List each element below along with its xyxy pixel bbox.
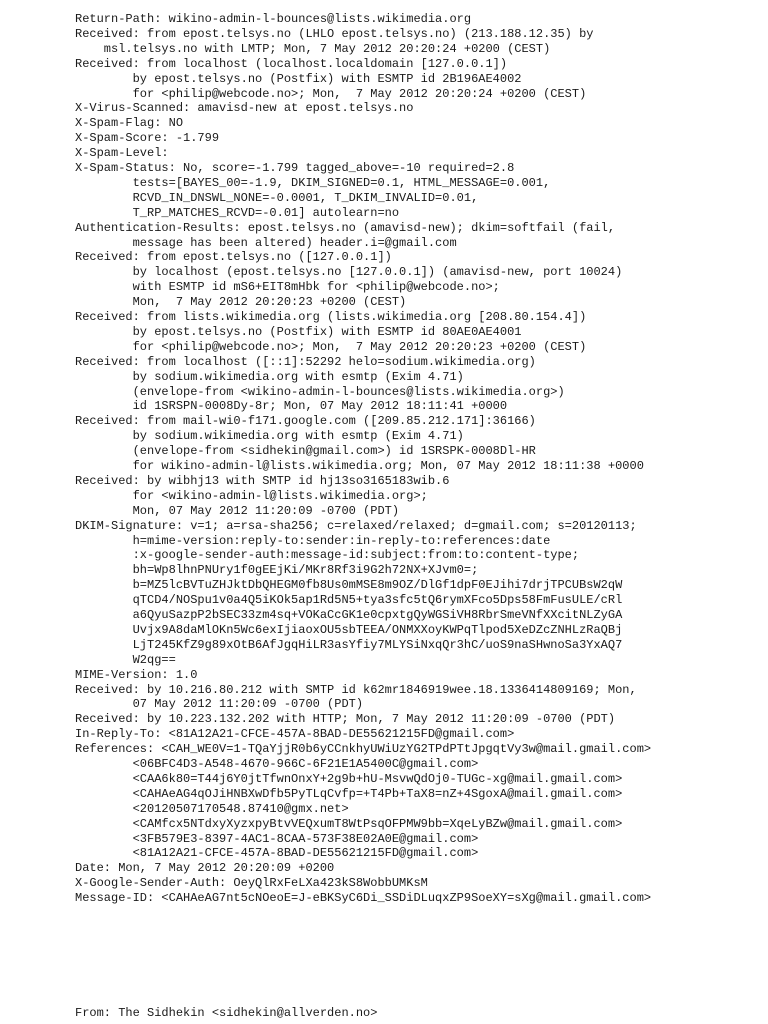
email-header-line: by epost.telsys.no (Postfix) with ESMTP id 80AE0AE4001: [75, 324, 522, 339]
email-header-line: by localhost (epost.telsys.no [127.0.0.1]) (amavisd-new, port 10024): [75, 265, 623, 280]
email-header-line: MIME-Version: 1.0: [75, 667, 198, 682]
email-header-line: Received: by 10.216.80.212 with SMTP id k62mr1846919wee.18.1336414809169; Mon,: [75, 682, 637, 697]
email-header-line: Return-Path: wikino-admin-l-bounces@lists.wikimedia.org: [75, 12, 472, 26]
email-header-line: In-Reply-To: <81A12A21-CFCE-457A-8BAD-DE55621215FD@gmail.com>: [75, 727, 515, 742]
email-header-line: Uvjx9A8daMlOKn5Wc6exIjiaoxOU5sbTEEA/ONMXXoyKWPqTlpod5XeDZcZNHLzRaQBj: [75, 622, 623, 637]
email-header-line: <81A12A21-CFCE-457A-8BAD-DE55621215FD@gmail.com>: [75, 846, 479, 861]
email-header-line: Mon, 07 May 2012 11:20:09 -0700 (PDT): [75, 503, 400, 518]
email-header-line: Mon, 7 May 2012 20:20:23 +0200 (CEST): [75, 295, 407, 310]
email-header-line: Authentication-Results: epost.telsys.no (amavisd-new); dkim=softfail (fail,: [75, 220, 616, 235]
email-header-line: Received: from epost.telsys.no ([127.0.0.1]): [75, 250, 392, 265]
email-header-line: h=mime-version:reply-to:sender:in-reply-to:references:date: [75, 533, 551, 548]
email-header-line: qTCD4/NOSpu1v0a4Q5iKOk5ap1Rd5N5+tya3sfc5tQ6rymXFco5Dps58FmFusULE/cRl: [75, 593, 623, 608]
email-header-line: by sodium.wikimedia.org with esmtp (Exim 4.71): [75, 369, 464, 384]
email-header-line: bh=Wp8lhnPNUry1f0gEEjKi/MKr8Rf3i9G2h72NX+XJvm0=;: [75, 563, 479, 578]
email-header-line: 07 May 2012 11:20:09 -0700 (PDT): [75, 697, 364, 712]
email-header-line: T_RP_MATCHES_RCVD=-0.01] autolearn=no: [75, 205, 400, 220]
email-header-line: <20120507170548.87410@gmx.net>: [75, 801, 349, 816]
email-header-line: with ESMTP id mS6+EIT8mHbk for <philip@webcode.no>;: [75, 280, 500, 295]
email-header-line: for <philip@webcode.no>; Mon, 7 May 2012 20:20:24 +0200 (CEST): [75, 86, 587, 101]
email-header-line: message has been altered) header.i=@gmail.com: [75, 235, 457, 250]
email-header-line: for <philip@webcode.no>; Mon, 7 May 2012 20:20:23 +0200 (CEST): [75, 339, 587, 354]
email-header-line: by sodium.wikimedia.org with esmtp (Exim 4.71): [75, 429, 464, 444]
email-header-line: Received: by 10.223.132.202 with HTTP; Mon, 7 May 2012 11:20:09 -0700 (PDT): [75, 712, 616, 727]
email-header-line: Received: from localhost ([::1]:52292 helo=sodium.wikimedia.org): [75, 354, 536, 369]
email-header-line: id 1SRSPN-0008Dy-8r; Mon, 07 May 2012 18:11:41 +0000: [75, 399, 508, 414]
email-header-line: RCVD_IN_DNSWL_NONE=-0.0001, T_DKIM_INVALID=0.01,: [75, 190, 479, 205]
email-header-line: for wikino-admin-l@lists.wikimedia.org; Mon, 07 May 2012 18:11:38 +0000: [75, 459, 644, 473]
email-header-line: (envelope-from <sidhekin@gmail.com>) id 1SRSPK-0008Dl-HR: [75, 444, 536, 459]
email-header-line: X-Spam-Status: No, score=-1.799 tagged_above=-10 required=2.8: [75, 161, 515, 175]
email-header-line: for <wikino-admin-l@lists.wikimedia.org>;: [75, 488, 428, 503]
from-line: From: The Sidhekin <sidhekin@allverden.no>: [75, 1006, 378, 1020]
email-header-line: <CAA6k80=T44j6Y0jtTfwnOnxY+2g9b+hU-MsvwQdOj0-TUGc-xg@mail.gmail.com>: [75, 771, 623, 786]
email-header-line: Received: from localhost (localhost.localdomain [127.0.0.1]): [75, 56, 508, 71]
email-header-line: a6QyuSazpP2bSEC33zm4sq+VOKaCcGK1e0cpxtgQyWGSiVH8RbrSmeVNfXXcitNLZyGA: [75, 608, 623, 622]
email-header-line: <CAMfcx5NTdxyXyzxpyBtvVEQxumT8WtPsqOFPMW9bb=XqeLyBZw@mail.gmail.com>: [75, 816, 623, 831]
email-header-line: References: <CAH_WE0V=1-TQaYjjR0b6yCCnkhyUWiUzYG2TPdPTtJpgqtVy3w@mail.gmail.com>: [75, 742, 652, 757]
email-header-line: X-Spam-Flag: NO: [75, 116, 184, 131]
email-header-line: Date: Mon, 7 May 2012 20:20:09 +0200: [75, 861, 335, 876]
email-header-line: <06BFC4D3-A548-4670-966C-6F21E1A5400C@gmail.com>: [75, 757, 479, 771]
email-header-line: X-Google-Sender-Auth: OeyQlRxFeLXa423kS8WobbUMKsM: [75, 876, 428, 891]
email-header-line: X-Virus-Scanned: amavisd-new at epost.telsys.no: [75, 101, 414, 116]
email-header-line: tests=[BAYES_00=-1.9, DKIM_SIGNED=0.1, HTML_MESSAGE=0.001,: [75, 175, 551, 190]
email-header-line: Message-ID: <CAHAeAG7nt5cNOeoE=J-eBKSyC6Di_SSDiDLuqxZP9SoeXY=sXg@mail.gmail.com>: [75, 891, 652, 906]
email-header-line: X-Spam-Score: -1.799: [75, 131, 220, 146]
email-header-line: by epost.telsys.no (Postfix) with ESMTP id 2B196AE4002: [75, 71, 522, 86]
email-header-line: Received: from mail-wi0-f171.google.com ([209.85.212.171]:36166): [75, 414, 536, 429]
email-header-line: LjT245KfZ9g89xOtB6AfJgqHiLR3asYfiy7MLYSiNxqQr3hC/uoS9naSHwnoSa3YxAQ7: [75, 637, 623, 652]
email-header-line: DKIM-Signature: v=1; a=rsa-sha256; c=relaxed/relaxed; d=gmail.com; s=20120113;: [75, 518, 637, 533]
email-header-line: X-Spam-Level:: [75, 146, 169, 161]
email-header-line: <CAHAeAG4qOJiHNBXwDfb5PyTLqCvfp=+T4Pb+TaX8=nZ+4SgoxA@mail.gmail.com>: [75, 786, 623, 801]
email-header-line: (envelope-from <wikino-admin-l-bounces@lists.wikimedia.org>): [75, 384, 565, 399]
email-header-line: Received: by wibhj13 with SMTP id hj13so3165183wib.6: [75, 473, 450, 488]
email-header-line: Received: from epost.telsys.no (LHLO epost.telsys.no) (213.188.12.35) by: [75, 26, 594, 41]
email-header-line: :x-google-sender-auth:message-id:subject:from:to:content-type;: [75, 548, 580, 563]
email-header-line: W2qg==: [75, 652, 176, 667]
email-header-line: b=MZ5lcBVTuZHJktDbQHEGM0fb8Us0mMSE8m9OZ/DlGf1dpF0EJihi7drjTPCUBsW2qW: [75, 578, 623, 593]
email-header-line: <3FB579E3-8397-4AC1-8CAA-573F38E02A0E@gmail.com>: [75, 831, 479, 846]
email-header-line: msl.telsys.no with LMTP; Mon, 7 May 2012 20:20:24 +0200 (CEST): [75, 41, 551, 56]
email-header-line: Received: from lists.wikimedia.org (lists.wikimedia.org [208.80.154.4]): [75, 310, 587, 324]
